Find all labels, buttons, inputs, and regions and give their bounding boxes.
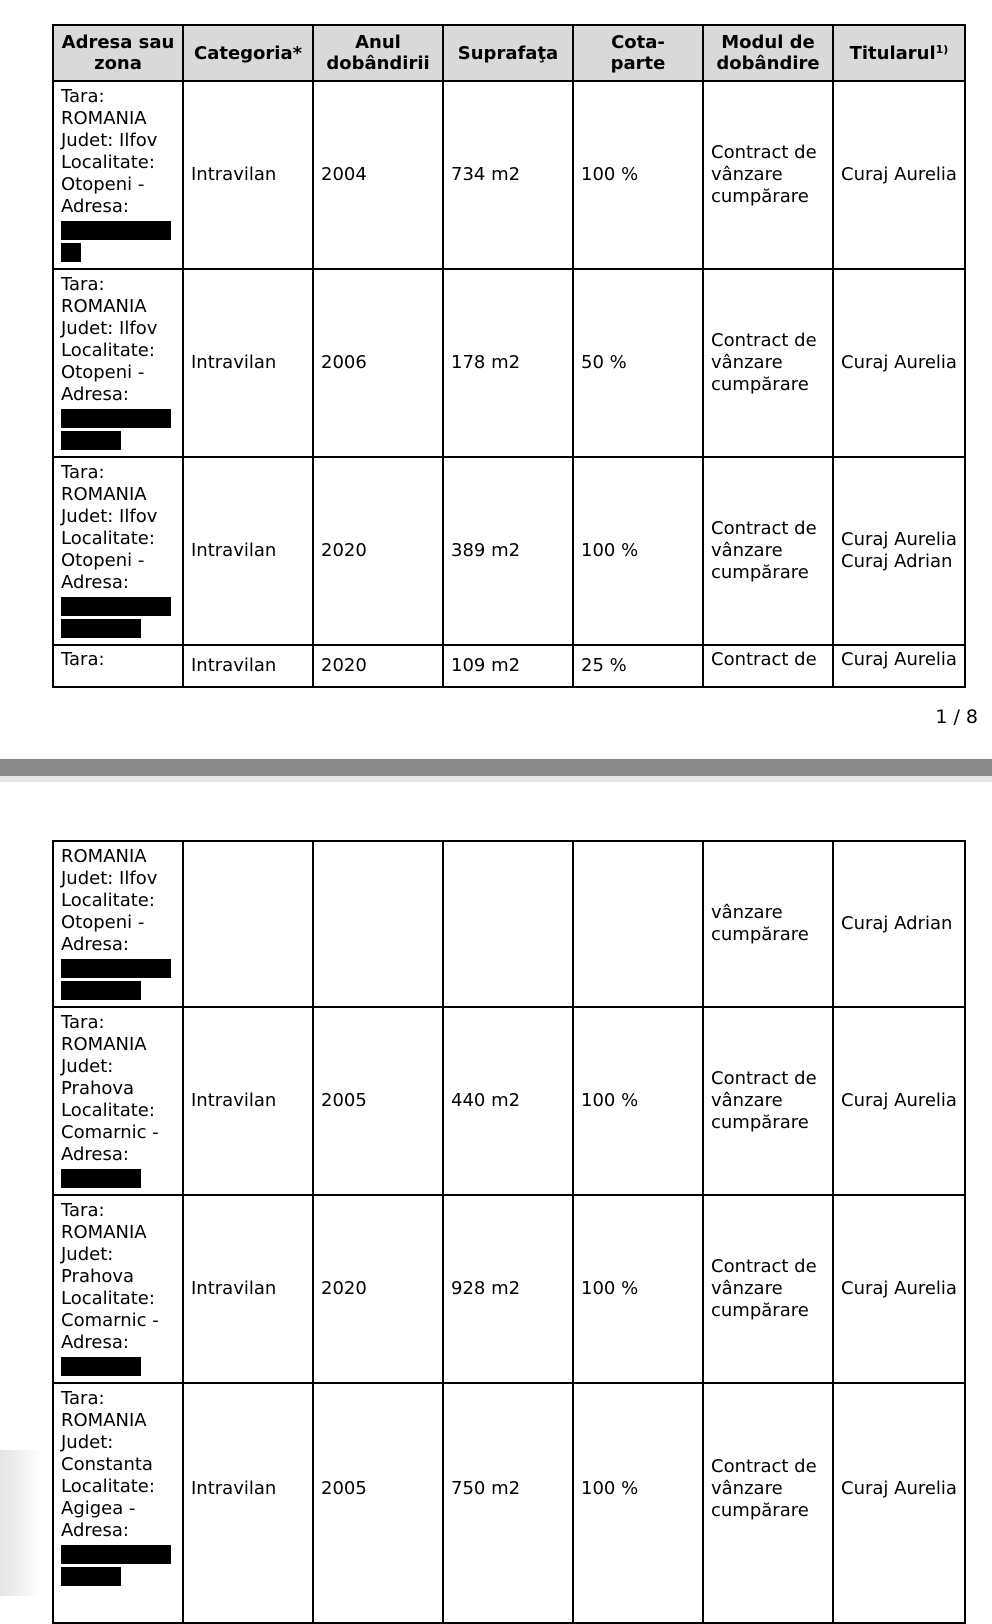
share-cell: 100 % xyxy=(573,1195,703,1383)
year-cell xyxy=(313,841,443,1007)
address-cell: Tara: ROMANIA Judet: Ilfov Localitate: Otopeni - Adresa: xyxy=(53,81,183,269)
category-cell: Intravilan xyxy=(183,1007,313,1195)
redaction-bar xyxy=(61,1357,141,1376)
address-cell: Tara: ROMANIA Judet: Ilfov Localitate: Otopeni - Adresa: xyxy=(53,269,183,457)
property-table-page-1 xyxy=(52,24,966,688)
year-cell: 2020 xyxy=(313,645,443,687)
address-cell: ROMANIA Judet: Ilfov Localitate: Otopeni - Adresa: xyxy=(53,841,183,1007)
redaction-bar xyxy=(61,1567,121,1586)
category-cell: Intravilan xyxy=(183,1383,313,1623)
page-separator xyxy=(0,759,992,776)
share-cell: 25 % xyxy=(573,645,703,687)
year-cell: 2020 xyxy=(313,1195,443,1383)
table-row xyxy=(53,269,965,457)
redaction-bar xyxy=(61,959,171,978)
redaction-bar xyxy=(61,431,121,450)
table-row xyxy=(53,1007,965,1195)
property-table-page-2 xyxy=(52,840,966,1624)
redaction-bar xyxy=(61,981,141,1000)
redaction-bar xyxy=(61,619,141,638)
year-cell: 2005 xyxy=(313,1383,443,1623)
mode-cell: Contract de vânzare cumpărare xyxy=(703,1007,833,1195)
category-cell: Intravilan xyxy=(183,81,313,269)
redaction-bar xyxy=(61,1169,141,1188)
owner-cell: Curaj Aurelia xyxy=(833,645,965,687)
page-separator-shadow xyxy=(0,776,992,782)
category-cell: Intravilan xyxy=(183,457,313,645)
mode-cell: vânzare cumpărare xyxy=(703,841,833,1007)
page-edge-shadow xyxy=(0,1450,42,1596)
year-cell: 2020 xyxy=(313,457,443,645)
owner-cell: Curaj Aurelia xyxy=(833,1007,965,1195)
share-cell: 100 % xyxy=(573,1007,703,1195)
year-cell: 2005 xyxy=(313,1007,443,1195)
owner-cell: Curaj Aurelia xyxy=(833,1195,965,1383)
share-cell: 100 % xyxy=(573,457,703,645)
redaction-bar xyxy=(61,597,171,616)
redaction-bar xyxy=(61,221,171,240)
share-cell xyxy=(573,841,703,1007)
mode-cell: Contract de vânzare cumpărare xyxy=(703,269,833,457)
area-cell: 750 m2 xyxy=(443,1383,573,1623)
year-cell: 2006 xyxy=(313,269,443,457)
year-cell: 2004 xyxy=(313,81,443,269)
table-row xyxy=(53,1195,965,1383)
redaction-bar xyxy=(61,1545,171,1564)
category-cell xyxy=(183,841,313,1007)
header-mode: Modul de dobândire xyxy=(703,25,833,81)
address-cell: Tara: ROMANIA Judet: Prahova Localitate: Comarnic - Adresa: xyxy=(53,1007,183,1195)
owner-cell: Curaj Aurelia xyxy=(833,269,965,457)
area-cell: 178 m2 xyxy=(443,269,573,457)
area-cell xyxy=(443,841,573,1007)
share-cell: 100 % xyxy=(573,81,703,269)
area-cell: 109 m2 xyxy=(443,645,573,687)
mode-cell: Contract de vânzare cumpărare xyxy=(703,81,833,269)
owner-cell: Curaj Adrian xyxy=(833,841,965,1007)
table-row xyxy=(53,81,965,269)
owner-cell: Curaj Aurelia xyxy=(833,81,965,269)
owner-cell: Curaj Aurelia xyxy=(833,1383,965,1623)
area-cell: 389 m2 xyxy=(443,457,573,645)
header-area: Suprafaţa xyxy=(443,25,573,81)
redaction-bar xyxy=(61,409,171,428)
address-cell: Tara: ROMANIA Judet: Ilfov Localitate: Otopeni - Adresa: xyxy=(53,457,183,645)
area-cell: 928 m2 xyxy=(443,1195,573,1383)
area-cell: 440 m2 xyxy=(443,1007,573,1195)
mode-cell: Contract de vânzare cumpărare xyxy=(703,457,833,645)
mode-cell: Contract de xyxy=(703,645,833,687)
header-address: Adresa sau zona xyxy=(53,25,183,81)
address-cell: Tara: ROMANIA Judet: Prahova Localitate: Comarnic - Adresa: xyxy=(53,1195,183,1383)
header-owner: Titularul$^{1)}$ xyxy=(833,25,965,81)
table-header-row xyxy=(53,25,965,81)
redaction-bar xyxy=(61,243,81,262)
share-cell: 50 % xyxy=(573,269,703,457)
header-share: Cota- parte xyxy=(573,25,703,81)
mode-cell: Contract de vânzare cumpărare xyxy=(703,1195,833,1383)
address-cell: Tara: ROMANIA Judet: Constanta Localitate: Agigea - Adresa: xyxy=(53,1383,183,1623)
header-category: Categoria* xyxy=(183,25,313,81)
area-cell: 734 m2 xyxy=(443,81,573,269)
page-number: 1 / 8 xyxy=(935,706,978,728)
share-cell: 100 % xyxy=(573,1383,703,1623)
header-year: Anul dobândirii xyxy=(313,25,443,81)
table-row xyxy=(53,1383,965,1623)
category-cell: Intravilan xyxy=(183,645,313,687)
owner-cell: Curaj Aurelia Curaj Adrian xyxy=(833,457,965,645)
mode-cell: Contract de vânzare cumpărare xyxy=(703,1383,833,1623)
table-row xyxy=(53,457,965,645)
address-cell: Tara: xyxy=(53,645,183,687)
category-cell: Intravilan xyxy=(183,1195,313,1383)
table-row xyxy=(53,645,965,687)
category-cell: Intravilan xyxy=(183,269,313,457)
table-row xyxy=(53,841,965,1007)
